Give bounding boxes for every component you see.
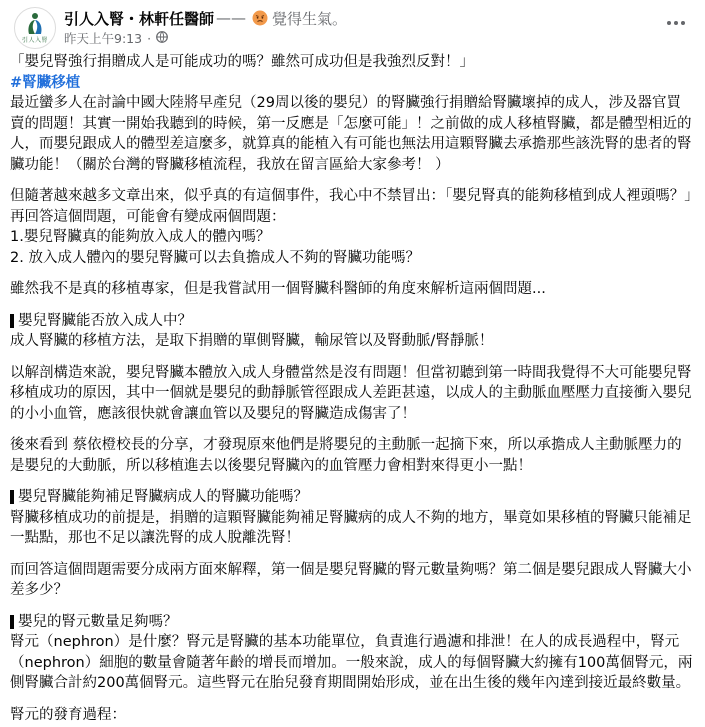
hashtag-link[interactable]: #腎臟移植 (10, 74, 81, 91)
section-bar-icon (10, 615, 14, 629)
paragraph-nephron: 腎元（nephron）是什麼？腎元是腎臟的基本功能單位，負責進行過濾和排泄！在人的成長過程中，腎元（nephron）細胞的數量會隨著年齡的增長而增加。一般來說，成人的每個腎臟大約擁有100萬個腎元，兩側腎臟合計約200萬個腎元。這些腎元在胎兒發育期間開始形成，並在出生後的幾年內達到接近最終數量。 (10, 634, 693, 691)
paragraph-premise: 腎臟移植成功的前提是，捐贈的這顆腎臟能夠補足腎臟病的成人不夠的地方，畢竟如果移植的腎臟只能補足一點點，那也不足以讓洗腎的成人脫離洗腎！ (10, 509, 692, 546)
angry-face-icon (252, 10, 268, 26)
paragraph-anatomy: 以解剖構造來說，嬰兒腎臟本體放入成人身體當然是沒有問題！但當初聽到第一時間我覺得不大可能嬰兒腎移植成功的原因，其中一個就是嬰兒的動靜脈管徑跟成人差距甚遠，以成人的主動脈血壓壓力直接衝入嬰兒的小小血管，應該很快就會讓血管以及嬰兒的腎臟造成傷害了！ (10, 364, 692, 422)
post-meta (64, 30, 168, 46)
section-bar-icon (10, 314, 14, 328)
meta-separator: · (147, 30, 152, 46)
paragraph-two-aspects: 而回答這個問題需要分成兩方面來解釋，第一個是嬰兒腎臟的腎元數量夠嗎？第二個是嬰兒跟成人腎臟大小差多少？ (10, 561, 692, 598)
paragraph-question: 但隨著越來越多文章出來，似乎真的有這個事件，我心中不禁冒出：「嬰兒腎真的能夠移植到成人裡頭嗎？」 (10, 188, 699, 204)
post-timestamp[interactable]: 昨天上午9:13 (64, 31, 143, 46)
paragraph-disclaimer: 雖然我不是真的移植專家，但是我嘗試用一個腎臟科醫師的角度來解析這兩個問題... (10, 281, 546, 297)
section-heading-3 (10, 612, 695, 633)
page-avatar[interactable] (14, 7, 56, 49)
section-heading-text: 嬰兒腎臟能否放入成人中？ (18, 312, 192, 329)
paragraph-development: 腎元的發育過程： (10, 706, 126, 723)
author-name[interactable]: 引人入腎・林軒任醫師 (64, 9, 215, 28)
feeling-text: 覺得生氣。 (272, 9, 348, 28)
globe-icon[interactable] (156, 31, 168, 46)
post-headline: 「嬰兒腎強行捐贈成人是可能成功的嗎？雖然可成功但是我強烈反對！」 (10, 54, 474, 70)
paragraph-aorta: 後來看到 蔡依橙校長的分享，才發現原來他們是將嬰兒的主動脈一起摘下來，所以承擔成人主動脈壓力的是嬰兒的大動脈，所以移植進去以後嬰兒腎臟內的血管壓力會相對來得更小一點！ (10, 437, 682, 474)
section-heading-1 (10, 311, 695, 332)
post-header (0, 0, 705, 52)
section-heading-2 (10, 487, 695, 508)
paragraph-method: 成人腎臟的移植方法，是取下捐贈的單側腎臟，輸尿管以及腎動脈/腎靜脈！ (10, 333, 494, 349)
avatar-caption: 引人入腎 (21, 37, 48, 44)
feeling-separator: —— (216, 9, 247, 27)
question-item-1: 1.嬰兒腎臟真的能夠放入成人的體內嗎？ (10, 229, 271, 245)
paragraph-split: 再回答這個問題，可能會有變成兩個問題： (10, 208, 286, 225)
section-heading-text: 嬰兒的腎元數量足夠嗎？ (18, 613, 178, 630)
question-item-2: 2. 放入成人體內的嬰兒腎臟可以去負擔成人不夠的腎臟功能嗎？ (10, 249, 420, 266)
post-title-line (64, 8, 347, 28)
paragraph-intro: 最近蠻多人在討論中國大陸將早產兒（29周以後的嬰兒）的腎臟強行捐贈給腎臟壞掉的成人，涉及器官買賣的問題！其實一開始我聽到的時候，第一反應是「怎麼可能」！之前做的成人移植腎臟，都是體型相近的人，而嬰兒跟成人的體型差這麼多，就算真的能植入有可能也無法用這顆腎臟去承擔那些該洗腎的患者的腎臟功能！（關於台灣的腎臟移植流程，我放在留言區給大家參考！ ） (10, 95, 692, 173)
more-options-icon[interactable] (659, 10, 693, 36)
post-body (10, 52, 699, 725)
section-heading-text: 嬰兒腎臟能夠補足腎臟病成人的腎臟功能嗎？ (18, 489, 308, 505)
section-bar-icon (10, 490, 14, 504)
